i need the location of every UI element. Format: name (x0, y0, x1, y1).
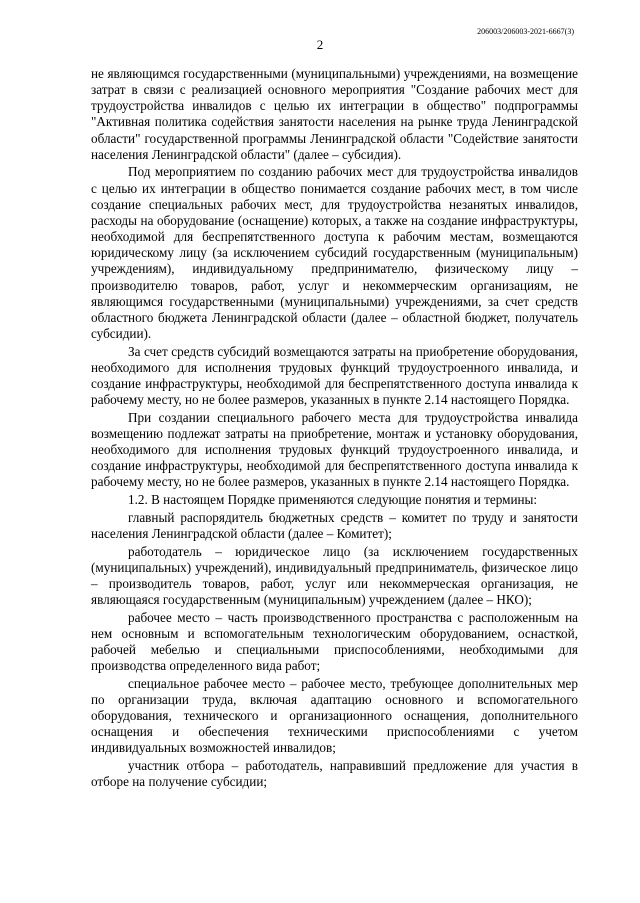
paragraph-8: рабочее место – часть производственного пространства с расположенным на нем основным и вспомогательным технологическим оборудованием, оснасткой, рабочей мебелью и специальными приспособлениями, необходимыми для производства определенного вида работ; (91, 609, 578, 674)
paragraph-5: 1.2. В настоящем Порядке применяются следующие понятия и термины: (128, 492, 538, 508)
document-body (91, 66, 578, 790)
paragraph-6: главный распорядитель бюджетных средств – комитет по труду и занятости населения Ленинградской области (далее – Комитет); (91, 509, 578, 541)
paragraph-4: При создании специального рабочего места для трудоустройства инвалида возмещению подлежат затраты на приобретение, монтаж и установку оборудования, необходимого для исполнения трудовых функций трудоустроенного инвалида, и создание инфраструктуры, необходимой для беспрепятственного доступа инвалида к рабочему месту, но не более размеров, указанных в пункте 2.14 настоящего Порядка. (91, 409, 578, 490)
paragraph-10: участник отбора – работодатель, направивший предложение для участия в отборе на получение субсидии; (91, 758, 578, 790)
paragraph-3: За счет средств субсидий возмещаются затраты на приобретение оборудования, необходимого для исполнения трудовых функций трудоустроенного инвалида, и создание инфраструктуры, необходимой для беспрепятственного доступа инвалида к рабочему месту, но не более размеров, указанных в пункте 2.14 настоящего Порядка. (91, 343, 578, 408)
paragraph-2: Под мероприятием по созданию рабочих мест для трудоустройства инвалидов с целью их интеграции в общество понимается создание рабочих мест, в том числе создание специальных рабочих мест, для трудоустройства незанятых инвалидов, расходы на оборудование (оснащение) которых, а также на создание инфраструктуры, необходимой для беспрепятственного доступа к рабочим местам, возмещаются юридическому лицу (за исключением субсидий государственным (муниципальным) учреждениям), индивидуальному предпринимателю, физическому лицу – производителю товаров, работ, услуг и некоммерческим организациям, не являющимся государственными (муниципальными) учреждениями, за счет средств областного бюджета Ленинградской области (далее – областной бюджет, получатель субсидии). (91, 164, 578, 341)
paragraph-9: специальное рабочее место – рабочее место, требующее дополнительных мер по организации труда, включая адаптацию основного и вспомогательного оборудования, технического и организационного оснащения, дополнительного оснащения и обеспечения техническими приспособлениями с учетом индивидуальных возможностей инвалидов; (91, 675, 578, 756)
paragraph-7: работодатель – юридическое лицо (за исключением государственных (муниципальных) учреждений), индивидуальный предприниматель, физическое лицо – производитель товаров, работ, услуг или некоммерческая организация, не являющаяся государственным (муниципальным) учреждением (далее – НКО); (91, 543, 578, 607)
paragraph-1: не являющимся государственными (муниципальными) учреждениями, на возмещение затрат в связи с реализацией основного мероприятия "Создание рабочих мест для трудоустройства инвалидов с целью их интеграции в общество" подпрограммы "Активная политика содействия занятости населения на рынке труда Ленинградской области" государственной программы Ленинградской области "Содействие занятости населения Ленинградской области" (далее – субсидия). (91, 66, 578, 162)
page-number: 2 (316, 37, 324, 52)
document-code: 206003/206003-2021-6667(3) (477, 27, 574, 36)
